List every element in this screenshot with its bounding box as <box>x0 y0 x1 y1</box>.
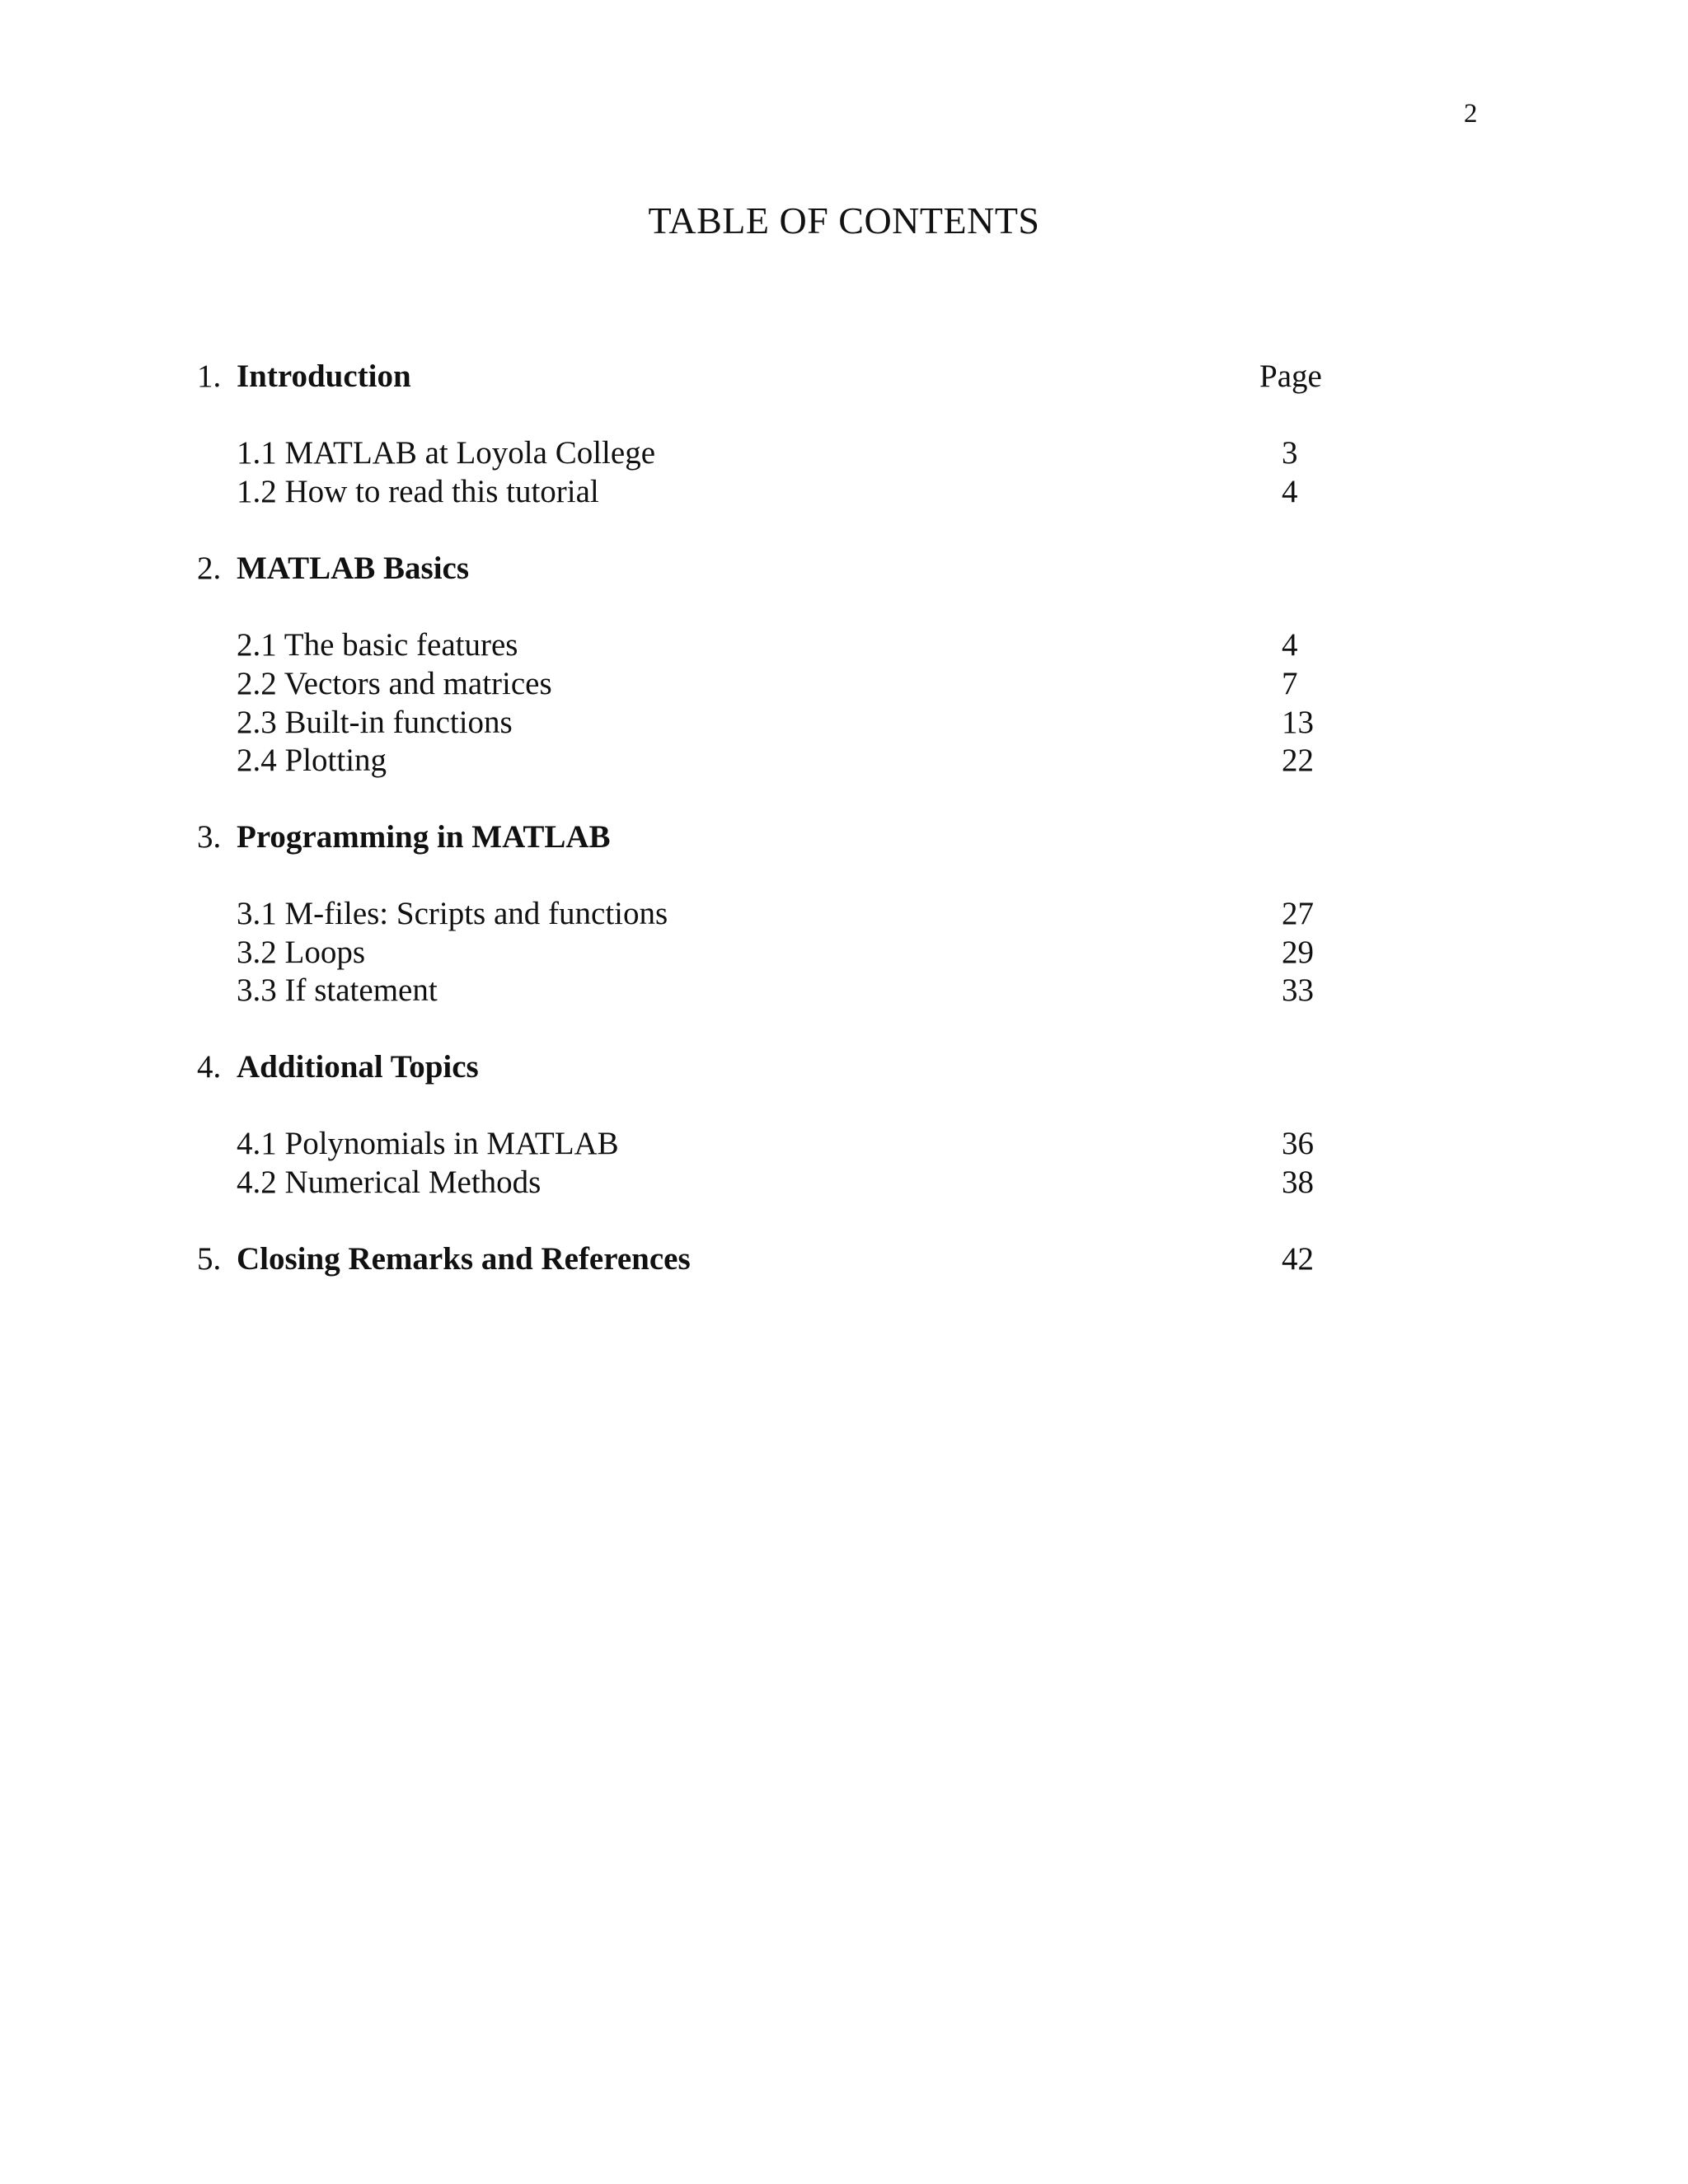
entry-page: 27 <box>1282 896 1314 931</box>
toc-section-closing-remarks <box>0 1240 1688 1278</box>
entry-title: 1.2 How to read this tutorial <box>237 474 599 509</box>
entry-page: 36 <box>1282 1126 1314 1161</box>
entry-page: 29 <box>1282 935 1314 970</box>
section-number: 3. <box>197 819 222 855</box>
entry-title: 2.3 Built-in functions <box>237 705 513 740</box>
section-title: Introduction <box>237 359 411 394</box>
entry-title: 4.2 Numerical Methods <box>237 1165 542 1200</box>
entry-title: 2.4 Plotting <box>237 743 387 778</box>
toc-section-matlab-basics <box>0 550 1688 588</box>
toc-section-introduction <box>0 358 1688 396</box>
entry-title: 2.1 The basic features <box>237 627 518 663</box>
section-title: MATLAB Basics <box>237 551 470 586</box>
page-number: 2 <box>1464 99 1478 129</box>
section-number: 2. <box>197 551 222 586</box>
entry-page: 4 <box>1282 474 1298 509</box>
toc-entry <box>0 704 1688 742</box>
entry-page: 4 <box>1282 627 1298 663</box>
page-title: TABLE OF CONTENTS <box>648 199 1040 241</box>
entry-title: 3.3 If statement <box>237 972 438 1008</box>
entry-page: 13 <box>1282 705 1314 740</box>
entry-page: 7 <box>1282 666 1298 701</box>
toc-entry <box>0 473 1688 511</box>
toc-entry <box>0 934 1688 972</box>
section-number: 4. <box>197 1049 222 1085</box>
toc-entry <box>0 1164 1688 1202</box>
toc-section-programming <box>0 818 1688 856</box>
entry-page: 33 <box>1282 972 1314 1008</box>
entry-page: 42 <box>1282 1241 1314 1277</box>
toc-entry <box>0 972 1688 1010</box>
toc-entry <box>0 434 1688 472</box>
toc-section-additional-topics <box>0 1048 1688 1086</box>
section-title: Additional Topics <box>237 1049 479 1085</box>
entry-title: 4.1 Polynomials in MATLAB <box>237 1126 619 1161</box>
entry-page: 3 <box>1282 435 1298 471</box>
entry-page: 38 <box>1282 1165 1314 1200</box>
toc-entry <box>0 665 1688 703</box>
toc-entry <box>0 1125 1688 1163</box>
page-column-label: Page <box>1259 359 1322 394</box>
toc-entry <box>0 742 1688 780</box>
entry-title: 2.2 Vectors and matrices <box>237 666 552 701</box>
section-number: 1. <box>197 359 222 394</box>
toc-entry <box>0 895 1688 933</box>
entry-title: 3.1 M-files: Scripts and functions <box>237 896 668 931</box>
entry-title: 3.2 Loops <box>237 935 365 970</box>
section-title: Closing Remarks and References <box>237 1241 691 1277</box>
entry-title: 1.1 MATLAB at Loyola College <box>237 435 656 471</box>
toc-entry <box>0 626 1688 664</box>
section-number: 5. <box>197 1241 222 1277</box>
entry-page: 22 <box>1282 743 1314 778</box>
section-title: Programming in MATLAB <box>237 819 611 855</box>
